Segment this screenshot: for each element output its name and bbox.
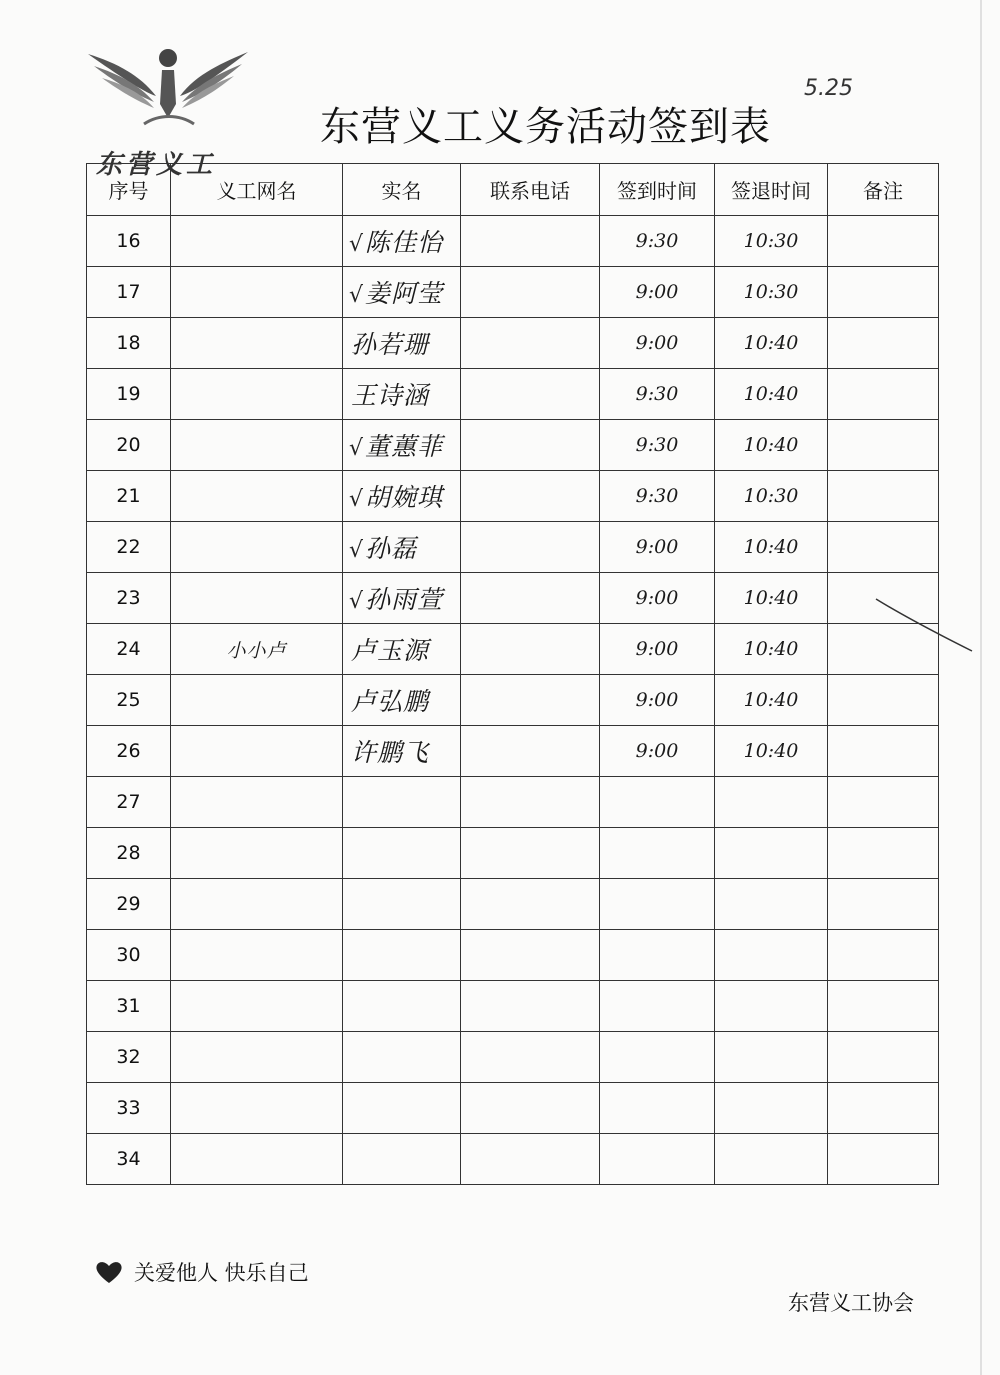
table-header-row xyxy=(87,164,939,216)
row-seq-cell: 26 xyxy=(87,726,171,777)
row-phone-cell xyxy=(461,675,600,726)
row-seq-cell: 27 xyxy=(87,777,171,828)
table-row xyxy=(87,471,939,522)
header-nickname: 义工网名 xyxy=(171,164,343,216)
row-real-name-cell xyxy=(343,216,461,267)
row-note-cell xyxy=(828,930,939,981)
row-sign-out-time-cell: 10:30 xyxy=(715,216,828,267)
real-name-wrap xyxy=(343,682,460,718)
row-phone-cell xyxy=(461,1134,600,1185)
row-sign-out-time-cell: 10:40 xyxy=(715,522,828,573)
row-phone-cell xyxy=(461,267,600,318)
row-real-name-cell xyxy=(343,981,461,1032)
row-real-name-cell xyxy=(343,420,461,471)
table-row xyxy=(87,522,939,573)
table-row xyxy=(87,981,939,1032)
real-name-text: 孙磊 xyxy=(365,534,418,563)
table-row xyxy=(87,573,939,624)
header-sign-out-time: 签退时间 xyxy=(715,164,828,216)
bird-wings-logo-icon xyxy=(84,44,254,139)
row-phone-cell xyxy=(461,879,600,930)
row-note-cell xyxy=(828,828,939,879)
row-phone-cell xyxy=(461,522,600,573)
row-sign-in-time-cell: 9:00 xyxy=(600,726,715,777)
row-seq-cell: 16 xyxy=(87,216,171,267)
table-row xyxy=(87,930,939,981)
row-sign-in-time-cell: 9:30 xyxy=(600,420,715,471)
row-nickname-cell xyxy=(171,879,343,930)
checkmark-icon: √ xyxy=(349,436,364,461)
real-name-wrap xyxy=(343,890,460,919)
table-row xyxy=(87,675,939,726)
row-real-name-cell xyxy=(343,930,461,981)
real-name-text: 许鹏飞 xyxy=(351,738,430,767)
row-phone-cell xyxy=(461,573,600,624)
row-phone-cell xyxy=(461,369,600,420)
row-seq-cell: 25 xyxy=(87,675,171,726)
row-nickname-cell xyxy=(171,522,343,573)
row-phone-cell xyxy=(461,981,600,1032)
row-phone-cell xyxy=(461,216,600,267)
row-nickname-cell xyxy=(171,675,343,726)
row-note-cell xyxy=(828,726,939,777)
real-name-text: 孙雨萱 xyxy=(365,585,444,614)
row-seq-cell: 33 xyxy=(87,1083,171,1134)
heart-hands-icon xyxy=(94,1259,124,1285)
checkmark-icon: √ xyxy=(349,487,364,512)
real-name-wrap xyxy=(343,580,460,616)
real-name-text: 卢玉源 xyxy=(351,636,430,665)
row-seq-cell: 29 xyxy=(87,879,171,930)
row-sign-out-time-cell: 10:30 xyxy=(715,267,828,318)
real-name-text: 孙若珊 xyxy=(351,330,430,359)
real-name-wrap xyxy=(343,274,460,310)
row-sign-in-time-cell: 9:30 xyxy=(600,216,715,267)
real-name-text: 胡婉琪 xyxy=(365,483,444,512)
table-row xyxy=(87,267,939,318)
row-nickname-cell xyxy=(171,930,343,981)
checkmark-icon: √ xyxy=(349,538,364,563)
row-sign-in-time-cell xyxy=(600,1032,715,1083)
real-name-wrap xyxy=(343,631,460,667)
row-note-cell xyxy=(828,318,939,369)
row-real-name-cell xyxy=(343,1134,461,1185)
row-sign-out-time-cell xyxy=(715,1083,828,1134)
row-real-name-cell xyxy=(343,318,461,369)
real-name-wrap xyxy=(343,733,460,769)
row-note-cell xyxy=(828,216,939,267)
row-sign-in-time-cell xyxy=(600,1134,715,1185)
page-title: 东营义工义务活动签到表 xyxy=(320,104,771,150)
row-real-name-cell xyxy=(343,879,461,930)
header-note: 备注 xyxy=(828,164,939,216)
handwritten-date: 5.25 xyxy=(804,76,853,101)
row-phone-cell xyxy=(461,777,600,828)
row-nickname-cell xyxy=(171,981,343,1032)
checkmark-icon: √ xyxy=(349,283,364,308)
row-sign-in-time-cell: 9:00 xyxy=(600,318,715,369)
row-sign-out-time-cell xyxy=(715,777,828,828)
row-sign-out-time-cell xyxy=(715,981,828,1032)
row-sign-out-time-cell xyxy=(715,930,828,981)
row-sign-in-time-cell: 9:00 xyxy=(600,522,715,573)
real-name-wrap xyxy=(343,325,460,361)
row-seq-cell: 17 xyxy=(87,267,171,318)
table-row xyxy=(87,1134,939,1185)
row-real-name-cell xyxy=(343,471,461,522)
table-row xyxy=(87,828,939,879)
row-sign-out-time-cell: 10:40 xyxy=(715,624,828,675)
row-nickname-cell xyxy=(171,828,343,879)
real-name-wrap xyxy=(343,788,460,817)
row-real-name-cell xyxy=(343,522,461,573)
row-sign-out-time-cell: 10:40 xyxy=(715,573,828,624)
row-sign-in-time-cell xyxy=(600,879,715,930)
row-sign-out-time-cell: 10:40 xyxy=(715,726,828,777)
header-phone: 联系电话 xyxy=(461,164,600,216)
row-real-name-cell xyxy=(343,1083,461,1134)
row-seq-cell: 31 xyxy=(87,981,171,1032)
real-name-wrap xyxy=(343,223,460,259)
real-name-wrap xyxy=(343,839,460,868)
row-sign-in-time-cell xyxy=(600,828,715,879)
row-sign-in-time-cell: 9:30 xyxy=(600,471,715,522)
real-name-wrap xyxy=(343,1094,460,1123)
row-phone-cell xyxy=(461,420,600,471)
row-sign-out-time-cell: 10:40 xyxy=(715,369,828,420)
row-seq-cell: 24 xyxy=(87,624,171,675)
row-note-cell xyxy=(828,675,939,726)
row-phone-cell xyxy=(461,624,600,675)
row-sign-in-time-cell: 9:00 xyxy=(600,675,715,726)
table-row xyxy=(87,1032,939,1083)
row-sign-in-time-cell xyxy=(600,1083,715,1134)
row-note-cell xyxy=(828,522,939,573)
row-sign-in-time-cell xyxy=(600,930,715,981)
table-row xyxy=(87,879,939,930)
row-nickname-cell xyxy=(171,573,343,624)
row-note-cell xyxy=(828,267,939,318)
row-sign-out-time-cell: 10:40 xyxy=(715,318,828,369)
row-sign-out-time-cell: 10:30 xyxy=(715,471,828,522)
table-row xyxy=(87,420,939,471)
real-name-wrap xyxy=(343,992,460,1021)
row-nickname-cell xyxy=(171,726,343,777)
row-nickname-cell xyxy=(171,471,343,522)
row-nickname-cell xyxy=(171,369,343,420)
row-nickname-cell xyxy=(171,1032,343,1083)
row-phone-cell xyxy=(461,471,600,522)
row-seq-cell: 23 xyxy=(87,573,171,624)
stray-pen-mark xyxy=(872,595,982,665)
row-sign-in-time-cell: 9:00 xyxy=(600,573,715,624)
checkmark-icon: √ xyxy=(349,589,364,614)
row-real-name-cell xyxy=(343,624,461,675)
row-seq-cell: 19 xyxy=(87,369,171,420)
real-name-wrap xyxy=(343,941,460,970)
row-note-cell xyxy=(828,777,939,828)
row-phone-cell xyxy=(461,828,600,879)
row-note-cell xyxy=(828,1134,939,1185)
real-name-text: 王诗涵 xyxy=(351,381,430,410)
real-name-wrap xyxy=(343,1043,460,1072)
row-sign-out-time-cell xyxy=(715,879,828,930)
row-note-cell xyxy=(828,420,939,471)
row-seq-cell: 32 xyxy=(87,1032,171,1083)
row-nickname-cell xyxy=(171,420,343,471)
slogan xyxy=(94,1257,309,1287)
association-name: 东营义工协会 xyxy=(788,1291,914,1315)
row-nickname-cell xyxy=(171,1083,343,1134)
real-name-wrap xyxy=(343,376,460,412)
row-sign-in-time-cell: 9:00 xyxy=(600,267,715,318)
row-seq-cell: 18 xyxy=(87,318,171,369)
table-row xyxy=(87,318,939,369)
row-nickname-cell xyxy=(171,216,343,267)
row-real-name-cell xyxy=(343,726,461,777)
real-name-text: 卢弘鹏 xyxy=(351,687,430,716)
real-name-text: 董蕙菲 xyxy=(365,432,444,461)
row-real-name-cell xyxy=(343,573,461,624)
real-name-wrap xyxy=(343,427,460,463)
row-seq-cell: 30 xyxy=(87,930,171,981)
scan-edge xyxy=(980,0,982,1375)
checkmark-icon: √ xyxy=(349,232,364,257)
table-row xyxy=(87,216,939,267)
row-nickname-cell xyxy=(171,1134,343,1185)
row-sign-in-time-cell xyxy=(600,777,715,828)
row-nickname-cell xyxy=(171,318,343,369)
row-note-cell xyxy=(828,471,939,522)
row-real-name-cell xyxy=(343,828,461,879)
table-row xyxy=(87,777,939,828)
header-sign-in-time: 签到时间 xyxy=(600,164,715,216)
row-sign-out-time-cell xyxy=(715,1134,828,1185)
slogan-text: 关爱他人 快乐自己 xyxy=(134,1261,309,1285)
row-sign-out-time-cell xyxy=(715,1032,828,1083)
sign-in-table xyxy=(86,163,939,1185)
row-sign-out-time-cell: 10:40 xyxy=(715,420,828,471)
table-row xyxy=(87,1083,939,1134)
row-sign-in-time-cell: 9:00 xyxy=(600,624,715,675)
row-phone-cell xyxy=(461,726,600,777)
row-phone-cell xyxy=(461,930,600,981)
logo xyxy=(84,44,254,180)
row-phone-cell xyxy=(461,318,600,369)
header-real-name: 实名 xyxy=(343,164,461,216)
row-note-cell xyxy=(828,369,939,420)
row-sign-in-time-cell: 9:30 xyxy=(600,369,715,420)
row-real-name-cell xyxy=(343,267,461,318)
real-name-wrap xyxy=(343,529,460,565)
real-name-text: 姜阿莹 xyxy=(365,279,444,308)
real-name-text: 陈佳怡 xyxy=(365,228,444,257)
row-real-name-cell xyxy=(343,777,461,828)
row-real-name-cell xyxy=(343,1032,461,1083)
table-row xyxy=(87,624,939,675)
row-seq-cell: 22 xyxy=(87,522,171,573)
row-note-cell xyxy=(828,1083,939,1134)
table-row xyxy=(87,369,939,420)
row-nickname-cell xyxy=(171,777,343,828)
table-row xyxy=(87,726,939,777)
row-sign-out-time-cell: 10:40 xyxy=(715,675,828,726)
row-note-cell xyxy=(828,1032,939,1083)
row-nickname-cell xyxy=(171,267,343,318)
row-sign-out-time-cell xyxy=(715,828,828,879)
logo-text: 东营义工 xyxy=(96,150,217,180)
row-phone-cell xyxy=(461,1083,600,1134)
row-note-cell xyxy=(828,981,939,1032)
row-nickname-cell: 小小卢 xyxy=(171,624,343,675)
row-real-name-cell xyxy=(343,369,461,420)
row-note-cell xyxy=(828,879,939,930)
real-name-wrap xyxy=(343,478,460,514)
row-phone-cell xyxy=(461,1032,600,1083)
row-seq-cell: 21 xyxy=(87,471,171,522)
header-seq: 序号 xyxy=(87,164,171,216)
row-seq-cell: 20 xyxy=(87,420,171,471)
row-seq-cell: 28 xyxy=(87,828,171,879)
row-real-name-cell xyxy=(343,675,461,726)
row-seq-cell: 34 xyxy=(87,1134,171,1185)
real-name-wrap xyxy=(343,1145,460,1174)
row-sign-in-time-cell xyxy=(600,981,715,1032)
